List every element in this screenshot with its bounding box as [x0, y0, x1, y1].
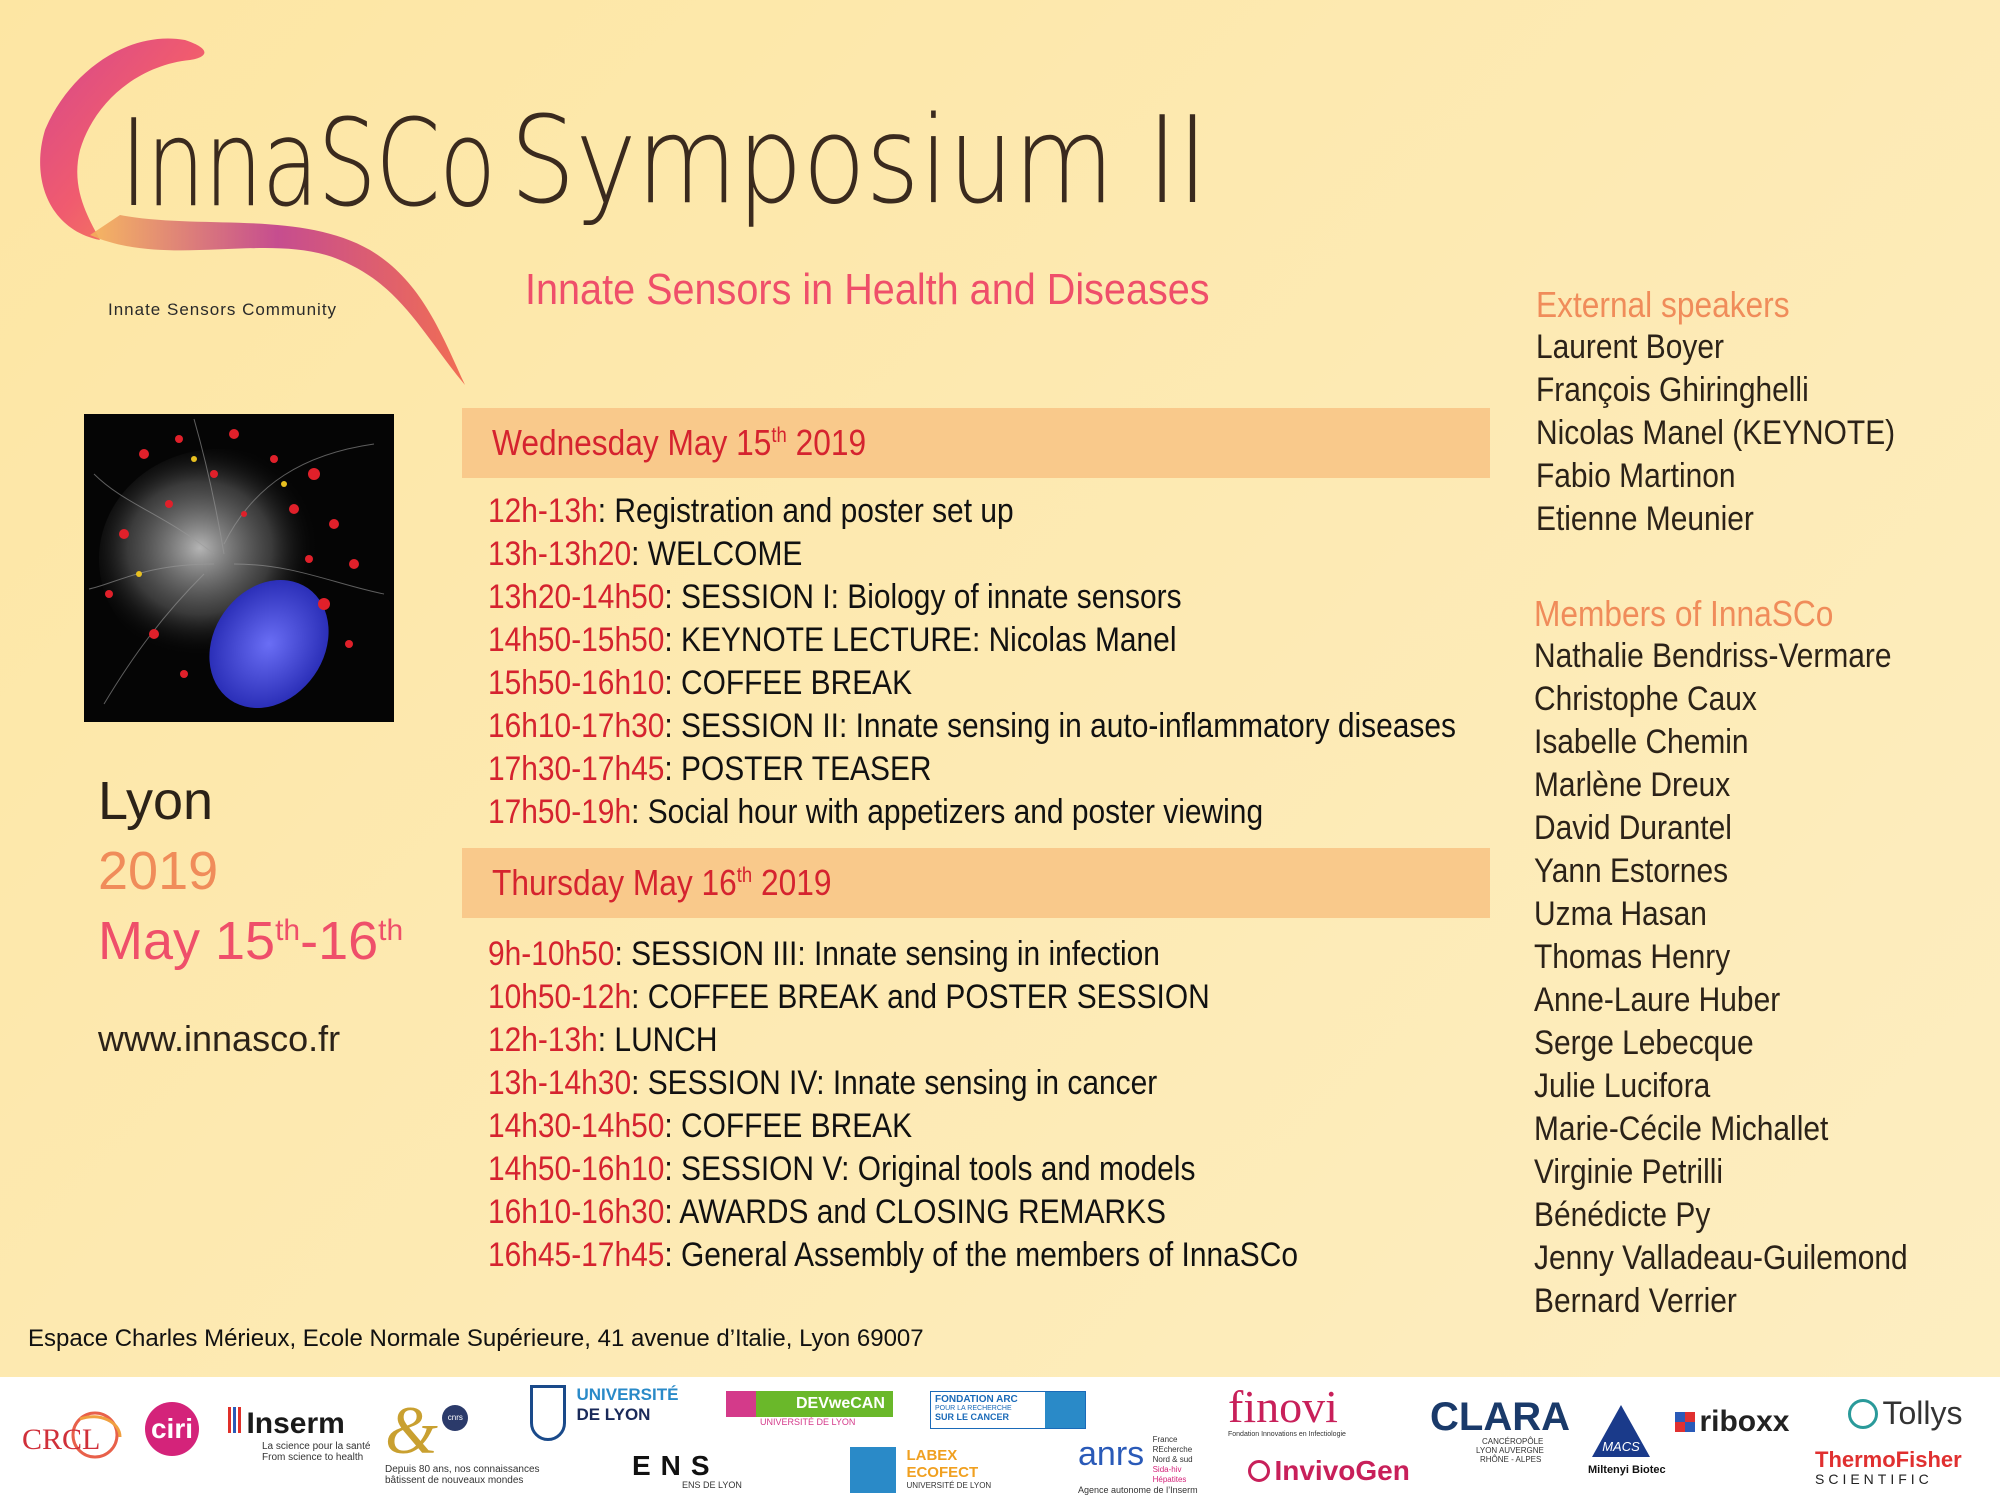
schedule-item: 13h-13h20: WELCOME — [488, 535, 803, 573]
finovi-logo: finovi Fondation Innovations en Infectiologie — [1228, 1381, 1346, 1438]
schedule-item: 12h-13h: Registration and poster set up — [488, 492, 1014, 530]
event-website[interactable]: www.innasco.fr — [98, 1018, 341, 1059]
external-speakers-title: External speakers — [1536, 284, 1790, 325]
page-title: Symposium II — [510, 92, 1208, 231]
day1-header — [462, 408, 1490, 478]
schedule-item: 12h-13h: LUNCH — [488, 1021, 718, 1059]
venue-address: Espace Charles Mérieux, Ecole Normale Supérieure, 41 avenue d’Italie, Lyon 69007 — [28, 1325, 924, 1352]
member-name: David Durantel — [1534, 809, 1732, 847]
labex-ecofect-logo: LABEX ECOFECT UNIVERSITÉ DE LYON — [850, 1447, 991, 1493]
page-subtitle: Innate Sensors in Health and Diseases — [525, 265, 1210, 314]
logo-text: InnaSCo — [120, 95, 495, 234]
event-year: 2019 — [98, 841, 219, 901]
schedule-item: 14h30-14h50: COFFEE BREAK — [488, 1107, 913, 1145]
schedule-item: 14h50-16h10: SESSION V: Original tools and models — [488, 1150, 1196, 1188]
member-name: Serge Lebecque — [1534, 1024, 1754, 1062]
inserm-bars-icon — [228, 1407, 242, 1433]
tollys-icon — [1848, 1399, 1878, 1429]
members-list — [1534, 635, 1959, 1323]
schedule-item: 17h50-19h: Social hour with appetizers and poster viewing — [488, 793, 1264, 831]
member-name: Nathalie Bendriss-Vermare — [1534, 637, 1892, 675]
inserm-logo: Inserm La science pour la santé From science to health — [228, 1407, 370, 1463]
schedule-item: 15h50-16h10: COFFEE BREAK — [488, 664, 913, 702]
logo-subtitle: Innate Sensors Community — [108, 300, 338, 319]
schedule-item: 14h50-15h50: KEYNOTE LECTURE: Nicolas Manel — [488, 621, 1177, 659]
member-name: Jenny Valladeau-Guilemond — [1534, 1239, 1908, 1277]
external-speakers-list — [1536, 326, 1944, 541]
member-name: Bénédicte Py — [1534, 1196, 1711, 1234]
speaker-name: Laurent Boyer — [1536, 328, 1724, 366]
riboxx-squares-icon — [1675, 1412, 1695, 1432]
riboxx-logo: riboxx — [1675, 1405, 1789, 1439]
member-name: Virginie Petrilli — [1534, 1153, 1724, 1191]
speaker-name: Etienne Meunier — [1536, 500, 1754, 538]
schedule-item: 10h50-12h: COFFEE BREAK and POSTER SESSION — [488, 978, 1210, 1016]
schedule-item: 13h20-14h50: SESSION I: Biology of innate sensors — [488, 578, 1182, 616]
universite-de-lyon-logo: UNIVERSITÉ DE LYON — [530, 1385, 678, 1441]
schedule-item: 9h-10h50: SESSION III: Innate sensing in infection — [488, 935, 1160, 973]
day2-label: Thursday May 16th 2019 — [492, 862, 832, 903]
speaker-name: Nicolas Manel (KEYNOTE) — [1536, 414, 1896, 452]
cnrs-logo: & cnrs Depuis 80 ans, nos connaissances bâtissent de nouveaux mondes — [385, 1392, 540, 1486]
devwecan-logo: DEVweCAN UNIVERSITÉ DE LYON — [726, 1391, 893, 1427]
member-name: Thomas Henry — [1534, 938, 1731, 976]
ens-lyon-logo: ENS ENS DE LYON — [632, 1450, 742, 1490]
event-city: Lyon — [98, 771, 214, 831]
macs-triangle-icon — [1590, 1403, 1652, 1459]
member-name: Julie Lucifora — [1534, 1067, 1711, 1105]
svg-text:MACS: MACS — [1602, 1439, 1640, 1454]
day2-schedule — [488, 933, 1408, 1277]
schedule-item: 16h10-17h30: SESSION II: Innate sensing in auto-inflammatory diseases — [488, 707, 1456, 745]
member-name: Anne-Laure Huber — [1534, 981, 1781, 1019]
member-name: Isabelle Chemin — [1534, 723, 1749, 761]
schedule-item: 17h30-17h45: POSTER TEASER — [488, 750, 932, 788]
tollys-logo: Tollys — [1848, 1395, 1962, 1432]
clara-logo: CLARA CANCÉROPÔLE LYON AUVERGNE RHÔNE - ALPES — [1430, 1395, 1570, 1464]
sponsor-bar — [0, 1377, 2000, 1500]
event-dates: May 15th-16th — [98, 911, 404, 971]
crcl-logo: CRCL — [20, 1407, 130, 1472]
schedule-item: 16h45-17h45: General Assembly of the members of InnaSCo — [488, 1236, 1298, 1274]
invivogen-icon — [1248, 1460, 1270, 1482]
miltenyi-logo: MACS Miltenyi Biotec — [1590, 1403, 1666, 1476]
day1-schedule — [488, 490, 1588, 834]
members-title: Members of InnaSCo — [1534, 593, 1834, 634]
member-name: Bernard Verrier — [1534, 1282, 1737, 1320]
cell-microscopy-image — [84, 414, 394, 722]
day1-label: Wednesday May 15th 2019 — [492, 422, 867, 463]
speaker-name: François Ghiringhelli — [1536, 371, 1809, 409]
invivogen-logo: InvivoGen — [1248, 1455, 1410, 1487]
labex-shield-icon — [850, 1447, 896, 1493]
schedule-item: 13h-14h30: SESSION IV: Innate sensing in cancer — [488, 1064, 1158, 1102]
member-name: Marlène Dreux — [1534, 766, 1731, 804]
arc-emblem-icon — [1045, 1392, 1085, 1428]
member-name: Marie-Cécile Michallet — [1534, 1110, 1829, 1148]
anrs-logo: anrs France REcherche Nord & sud Sida-hiv Hépatites Agence autonome de l’Inserm — [1078, 1435, 1198, 1495]
member-name: Yann Estornes — [1534, 852, 1729, 890]
lion-shield-icon — [530, 1385, 566, 1441]
day2-header — [462, 848, 1490, 918]
fondation-arc-logo: FONDATION ARC POUR LA RECHERCHE SUR LE CANCER — [930, 1391, 1086, 1429]
member-name: Christophe Caux — [1534, 680, 1757, 718]
speaker-name: Fabio Martinon — [1536, 457, 1736, 495]
schedule-item: 16h10-16h30: AWARDS and CLOSING REMARKS — [488, 1193, 1166, 1231]
member-name: Uzma Hasan — [1534, 895, 1707, 933]
thermofisher-logo: ThermoFisher SCIENTIFIC — [1815, 1447, 1962, 1487]
ciri-logo: ciri — [145, 1402, 199, 1456]
